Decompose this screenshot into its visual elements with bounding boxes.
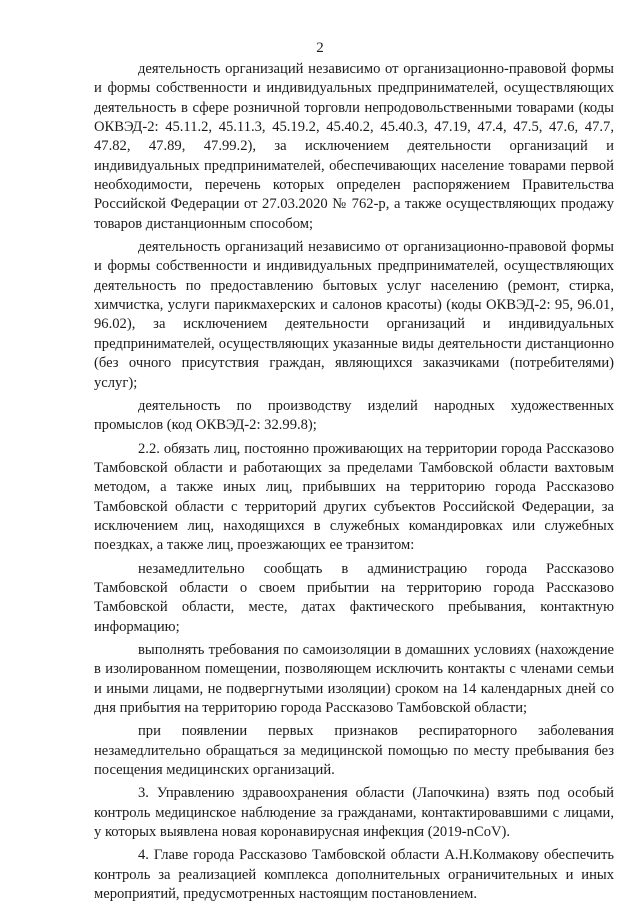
paragraph-household-services: деятельность организаций независимо от организационно-правовой формы и формы собственности и индивидуальных предпринимателей, осуществляющих деятельность по предоставлению бытовых услуг населению (ремонт, стирка, химчистка, услуги парикмахерских и салонов красоты) (коды ОКВЭД-2: 95, 96.01, 96.02), за исключением деятельности организаций и индивидуальных предпринимателей, осуществляющих указанные виды деятельности дистанционно (без очного присутствия граждан, являющихся заказчиками (потребителями) услуг); [94, 239, 614, 391]
paragraph-retail-trade: деятельность организаций независимо от организационно-правовой формы и формы собственности и индивидуальных предпринимателей, осуществляющих деятельность в сфере розничной торговли непродовольственными товарами (коды ОКВЭД-2: 45.11.2, 45.11.3, 45.19.2, 45.40.2, 45.40.3, 47.19, 47.4, 47.5, 47.6, 47.7, 47.82, 47.89, 47.99.2), за исключением деятельности организаций и индивидуальных предпринимателей, обеспечивающих население товарами первой необходимости, перечень которых определен распоряжением Правительства Российской Федерации от 27.03.2020 № 762-р, а также осуществляющих продажу товаров дистанционным способом; [94, 61, 614, 232]
paragraph-2-2-obligation: 2.2. обязать лиц, постоянно проживающих на территории города Рассказово Тамбовской области и работающих за пределами Тамбовской области вахтовым методом, а также иных лиц, прибывших на территорию города Рассказово Тамбовской области с территорий других субъектов Российской Федерации, за исключением лиц, находящихся в служебных командировках или служебных поездках, а также лиц, проезжающих ее транзитом: [94, 440, 614, 554]
paragraph-3-healthcare: 3. Управлению здравоохранения области (Лапочкина) взять под особый контроль медицинское наблюдение за гражданами, контактировавшими с лицами, у которых выявлена новая коронавирусная инфекция (2019-nCoV). [94, 785, 614, 841]
document-body [94, 60, 614, 908]
paragraph-seek-medical-help: при появлении первых признаков респираторного заболевания незамедлительно обращаться за медицинской помощью по месту пребывания без посещения медицинских организаций. [94, 723, 614, 779]
paragraph-4-control: 4. Главе города Рассказово Тамбовской области А.Н.Колмакову обеспечить контроль за реализацией комплекса дополнительных ограничительных и иных мероприятий, предусмотренных настоящим постановлением. [94, 847, 614, 903]
paragraph-folk-crafts: деятельность по производству изделий народных художественных промыслов (код ОКВЭД-2: 32.99.8); [94, 397, 614, 434]
page-number: 2 [316, 40, 324, 56]
paragraph-self-isolation: выполнять требования по самоизоляции в домашних условиях (нахождение в изолированном помещении, позволяющем исключить контакты с членами семьи и иными лицами, не подвергнутыми изоляции) сроком на 14 календарных дней со дня прибытия на территорию города Рассказово Тамбовской области; [94, 641, 614, 716]
paragraph-report-arrival: незамедлительно сообщать в администрацию города Рассказово Тамбовской области о своем прибытии на территорию города Рассказово Тамбовской области, месте, датах фактического пребывания, контактную информацию; [94, 560, 614, 635]
